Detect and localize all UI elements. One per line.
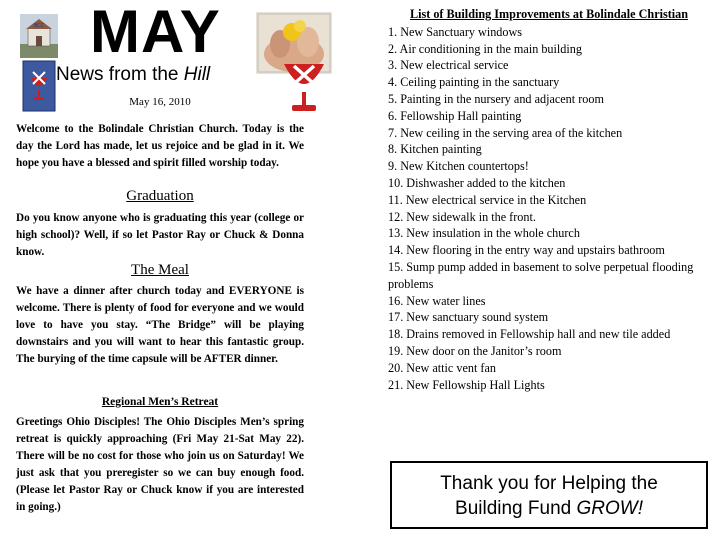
thank-you-line-2: [392, 496, 706, 521]
thank-you-line-1: Thank you for Helping the: [440, 473, 658, 494]
left-column: [16, 0, 304, 534]
list-item: 9. New Kitchen countertops!: [388, 159, 529, 174]
list-item: 5. Painting in the nursery and adjacent room: [388, 91, 604, 106]
list-item: 19. New door on the Janitor’s room: [388, 343, 562, 358]
list-item: 17. New sanctuary sound system: [388, 310, 549, 325]
graduation-heading: Graduation: [126, 188, 194, 204]
list-item: 3. New electrical service: [388, 58, 509, 73]
right-column: [388, 6, 710, 534]
thank-you-line-2-text: Building Fund: [455, 498, 577, 519]
meal-heading: The Meal: [131, 262, 189, 278]
thank-you-emphasis: GROW!: [576, 498, 643, 519]
retreat-paragraph: Greetings Ohio Disciples! The Ohio Disciples Men’s spring retreat is quickly approaching (Fri May 21-Sat May 22). There will be no cost for those who join us on Saturday! We just ask that you preregister so we can buy enough food. (Please let Pastor Ray or Chuck know if you are interested in going.): [16, 416, 304, 513]
list-item: 15. Sump pump added in basement to solve perpetual flooding problems: [388, 259, 694, 291]
meal-paragraph: We have a dinner after church today and EVERYONE is welcome. There is plenty of food for everyone and we would love to have you stay. “The Bridge” will be playing downstairs and you will want to hear this fantastic group. The burying of the time capsule will be AFTER dinner.: [16, 285, 304, 365]
graduation-paragraph: Do you know anyone who is graduating this year (college or high school)? Well, if so let Pastor Ray or Chuck & Donna know.: [16, 212, 304, 258]
list-item: 13. New insulation in the whole church: [388, 226, 580, 241]
improvements-list: [388, 24, 710, 394]
masthead-subtitle-main: News from the: [56, 64, 184, 85]
masthead-subtitle: [56, 64, 210, 86]
list-item: 2. Air conditioning in the main building: [388, 41, 582, 56]
issue-date: May 16, 2010: [129, 96, 191, 108]
improvements-title: List of Building Improvements at Bolindale Christian: [409, 7, 689, 21]
list-item: 16. New water lines: [388, 293, 486, 308]
list-item: 10. Dishwasher added to the kitchen: [388, 175, 566, 190]
list-item: 8. Kitchen painting: [388, 142, 482, 157]
church-photo-icon: [20, 14, 58, 58]
list-item: 4. Ceiling painting in the sanctuary: [388, 75, 560, 90]
masthead-month: MAY: [90, 0, 221, 65]
list-item: 11. New electrical service in the Kitchen: [388, 192, 587, 207]
list-item: 1. New Sanctuary windows: [388, 24, 523, 39]
list-item: 7. New ceiling in the serving area of the kitchen: [388, 125, 623, 140]
list-item: 12. New sidewalk in the front.: [388, 209, 536, 224]
welcome-paragraph: Welcome to the Bolindale Christian Church. Today is the day the Lord has made, let us rejoice and be glad in it. We hope you have a blessed and spirit filled worship today.: [16, 123, 304, 169]
retreat-heading: Regional Men’s Retreat: [101, 396, 219, 408]
masthead-subtitle-hill: Hill: [183, 64, 211, 85]
svg-text:BCC: BCC: [33, 23, 45, 29]
thank-you-box: [390, 461, 708, 529]
list-item: 6. Fellowship Hall painting: [388, 108, 522, 123]
list-item: 14. New flooring in the entry way and upstairs bathroom: [388, 243, 665, 258]
list-item: 21. New Fellowship Hall Lights: [388, 377, 545, 392]
list-item: 20. New attic vent fan: [388, 360, 496, 375]
list-item: 18. Drains removed in Fellowship hall and new tile added: [388, 327, 671, 342]
